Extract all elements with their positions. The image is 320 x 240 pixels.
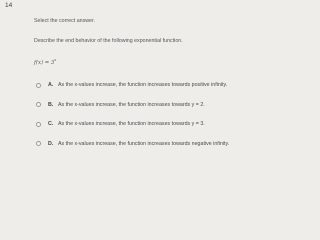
choice-letter: C. xyxy=(48,121,54,127)
radio-button-b[interactable] xyxy=(36,102,41,107)
choice-text: As the x-values increase, the function increases towards positive infinity. xyxy=(58,82,228,88)
choice-letter: D. xyxy=(48,140,54,147)
choice-text: As the x-values increase, the function increases towards negative infinity. xyxy=(58,140,230,147)
choice-text: As the x-values increase, the function increases towards y = 3. xyxy=(58,121,205,127)
answer-choices xyxy=(36,80,229,158)
question-number: 14 xyxy=(5,2,13,9)
choice-letter: A. xyxy=(48,82,54,88)
question-prompt: Describe the end behavior of the following exponential function. xyxy=(34,38,183,44)
radio-button-d[interactable] xyxy=(36,141,41,146)
choice-b[interactable] xyxy=(36,100,229,110)
choice-d[interactable] xyxy=(36,139,229,149)
choice-letter: B. xyxy=(48,101,54,108)
radio-button-a[interactable] xyxy=(36,83,41,88)
choice-text: As the x-values increase, the function increases towards y = 2. xyxy=(58,101,205,108)
radio-button-c[interactable] xyxy=(36,122,41,127)
choice-c[interactable] xyxy=(36,119,229,129)
instruction-text: Select the correct answer. xyxy=(34,18,95,24)
function-expression xyxy=(34,58,56,66)
function-base: f(x) = 3 xyxy=(34,59,55,66)
function-exponent: x xyxy=(54,58,57,62)
choice-a[interactable] xyxy=(36,80,229,90)
